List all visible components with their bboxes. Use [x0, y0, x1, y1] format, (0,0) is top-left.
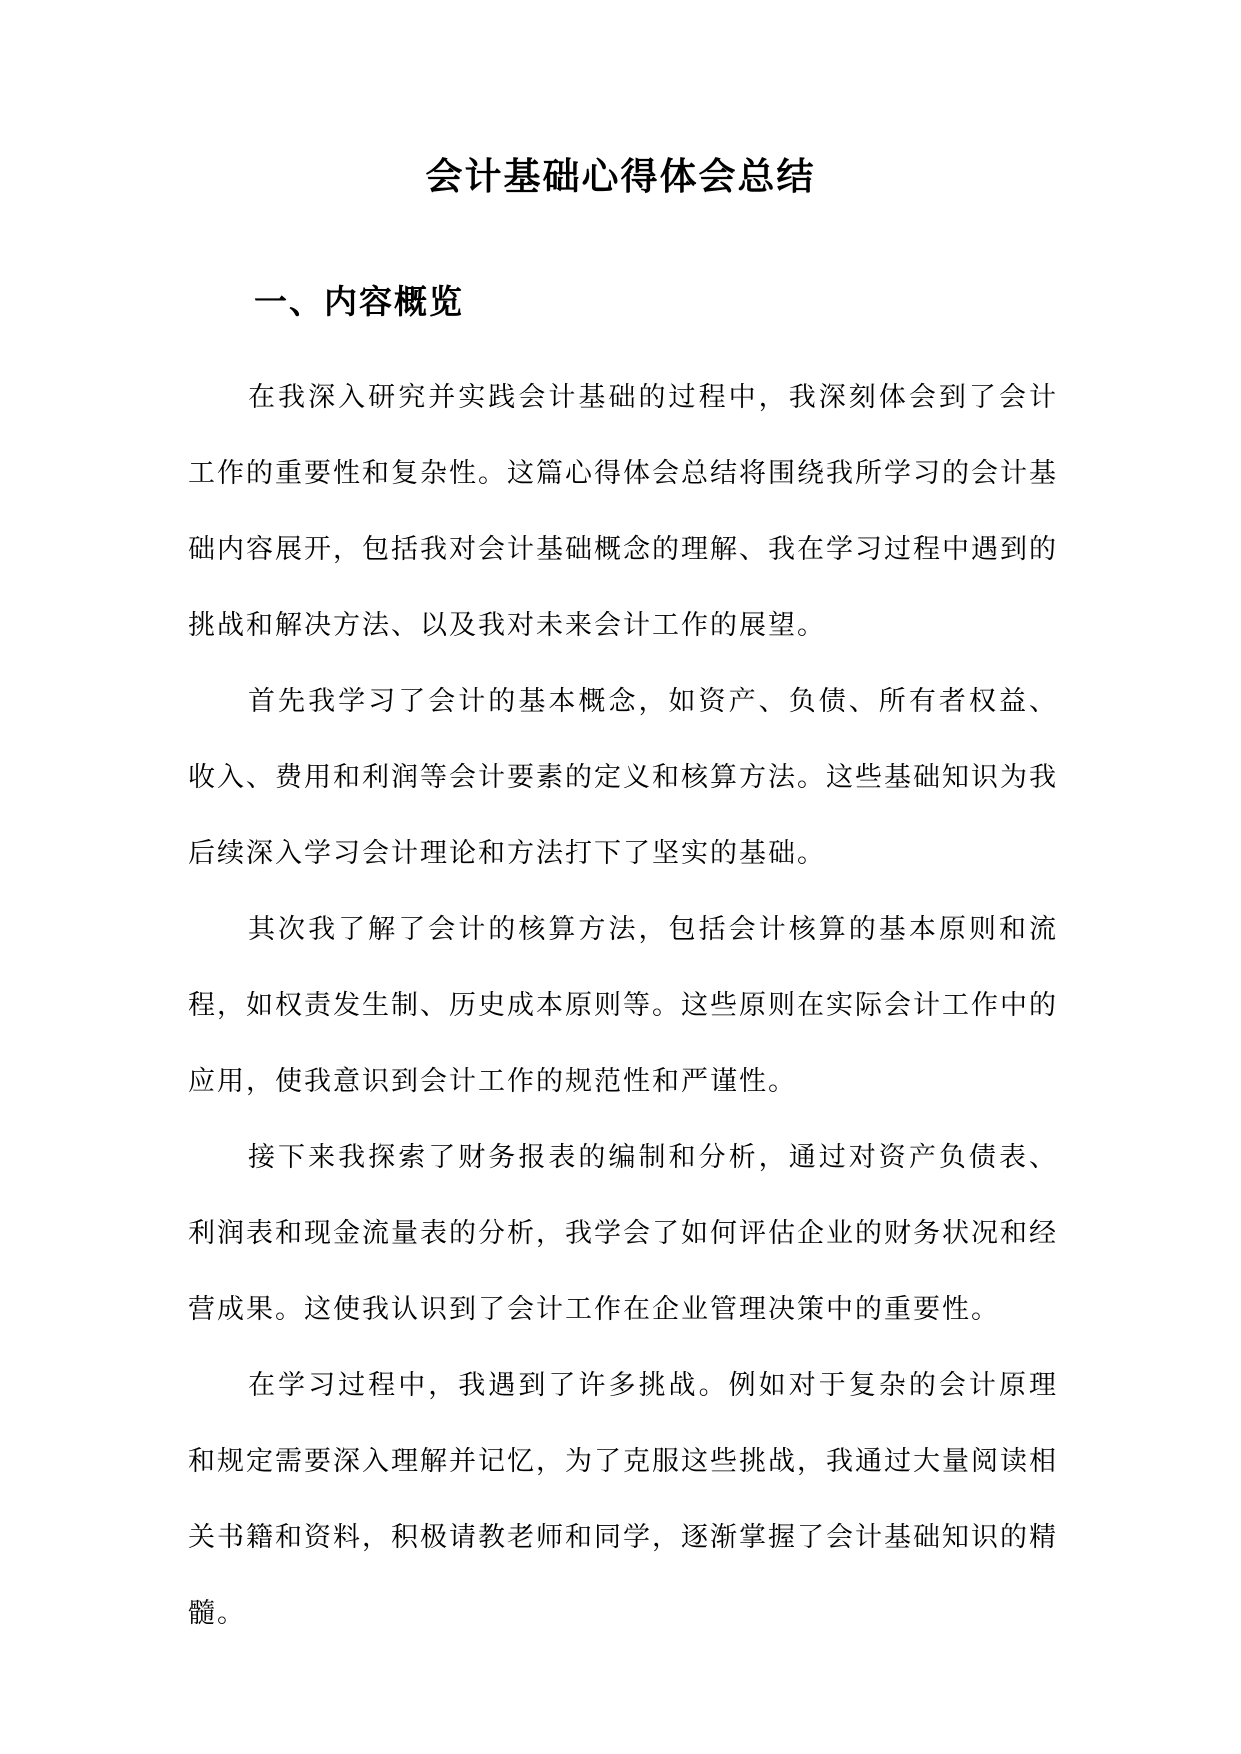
document-title: 会计基础心得体会总结 [425, 154, 816, 198]
paragraph: 在学习过程中，我遇到了许多挑战。例如对于复杂的会计原理和规定需要深入理解并记忆，为了克服这些挑战，我通过大量阅读相关书籍和资料，积极请教老师和同学，逐渐掌握了会计基础知识的精髓。 [188, 1370, 1058, 1629]
section-heading: 一、内容概览 [254, 282, 464, 321]
paragraph: 首先我学习了会计的基本概念，如资产、负债、所有者权益、收入、费用和利润等会计要素的定义和核算方法。这些基础知识为我后续深入学习会计理论和方法打下了坚实的基础。 [188, 686, 1058, 869]
document-body [188, 360, 1058, 1652]
paragraph: 在我深入研究并实践会计基础的过程中，我深刻体会到了会计工作的重要性和复杂性。这篇心得体会总结将围绕我所学习的会计基础内容展开，包括我对会计基础概念的理解、我在学习过程中遇到的挑战和解决方法、以及我对未来会计工作的展望。 [188, 382, 1058, 641]
paragraph: 接下来我探索了财务报表的编制和分析，通过对资产负债表、利润表和现金流量表的分析，我学会了如何评估企业的财务状况和经营成果。这使我认识到了会计工作在企业管理决策中的重要性。 [188, 1142, 1058, 1325]
paragraph: 其次我了解了会计的核算方法，包括会计核算的基本原则和流程，如权责发生制、历史成本原则等。这些原则在实际会计工作中的应用，使我意识到会计工作的规范性和严谨性。 [188, 914, 1058, 1097]
